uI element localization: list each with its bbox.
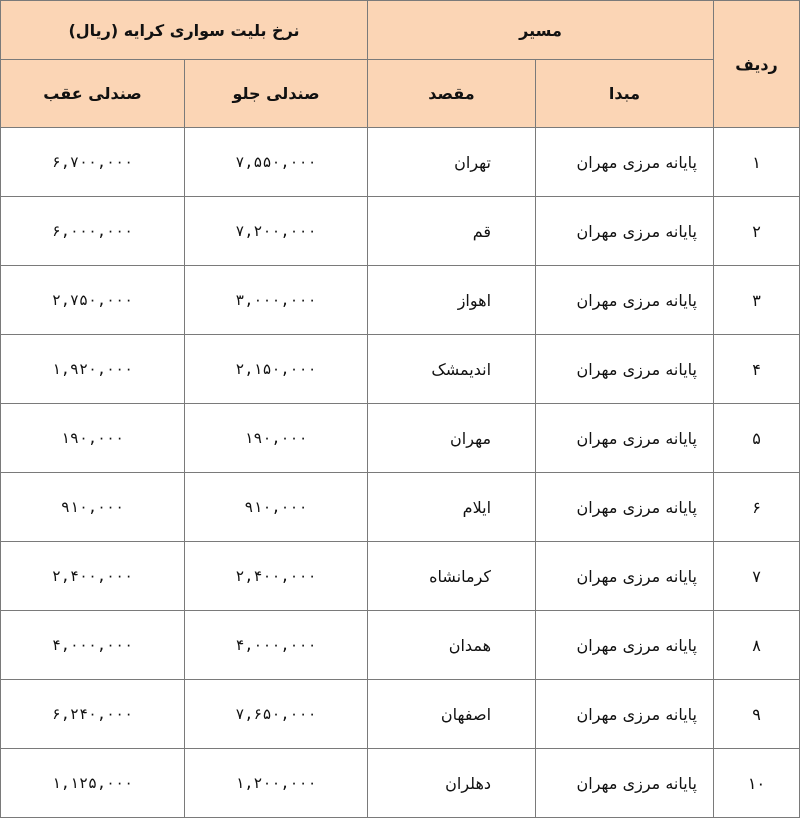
back-seat-fare-cell: ۱,۹۲۰,۰۰۰	[1, 335, 185, 404]
destination-cell: اندیمشک	[368, 335, 536, 404]
front-seat-fare-cell: ۷,۵۵۰,۰۰۰	[185, 128, 368, 197]
back-seat-fare-cell: ۶,۲۴۰,۰۰۰	[1, 680, 185, 749]
destination-cell: قم	[368, 197, 536, 266]
back-seat-fare-cell: ۲,۴۰۰,۰۰۰	[1, 542, 185, 611]
origin-cell: پایانه مرزی مهران	[536, 542, 714, 611]
front-seat-fare-cell: ۱۹۰,۰۰۰	[185, 404, 368, 473]
front-seat-fare-cell: ۷,۶۵۰,۰۰۰	[185, 680, 368, 749]
fare-header: نرخ بلیت سواری کرایه (ریال)	[1, 1, 368, 60]
header-row-sub	[1, 60, 800, 128]
back-seat-fare-cell: ۴,۰۰۰,۰۰۰	[1, 611, 185, 680]
row-number-cell: ۳	[714, 266, 800, 335]
destination-cell: تهران	[368, 128, 536, 197]
origin-cell: پایانه مرزی مهران	[536, 197, 714, 266]
destination-header: مقصد	[368, 60, 536, 128]
origin-header: مبدا	[536, 60, 714, 128]
row-number-cell: ۹	[714, 680, 800, 749]
front-seat-fare-cell: ۴,۰۰۰,۰۰۰	[185, 611, 368, 680]
front-seat-fare-cell: ۷,۲۰۰,۰۰۰	[185, 197, 368, 266]
origin-cell: پایانه مرزی مهران	[536, 404, 714, 473]
origin-cell: پایانه مرزی مهران	[536, 335, 714, 404]
destination-cell: اصفهان	[368, 680, 536, 749]
row-number-cell: ۲	[714, 197, 800, 266]
back-seat-fare-cell: ۶,۷۰۰,۰۰۰	[1, 128, 185, 197]
destination-cell: دهلران	[368, 749, 536, 818]
fare-table-body	[1, 128, 800, 818]
table-row	[1, 197, 800, 266]
table-row	[1, 749, 800, 818]
row-number-cell: ۸	[714, 611, 800, 680]
origin-cell: پایانه مرزی مهران	[536, 266, 714, 335]
front-seat-fare-cell: ۲,۱۵۰,۰۰۰	[185, 335, 368, 404]
back-seat-fare-cell: ۲,۷۵۰,۰۰۰	[1, 266, 185, 335]
front-seat-fare-cell: ۲,۴۰۰,۰۰۰	[185, 542, 368, 611]
destination-cell: ایلام	[368, 473, 536, 542]
header-row-top	[1, 1, 800, 60]
table-row	[1, 266, 800, 335]
origin-cell: پایانه مرزی مهران	[536, 473, 714, 542]
front-seat-fare-cell: ۹۱۰,۰۰۰	[185, 473, 368, 542]
origin-cell: پایانه مرزی مهران	[536, 611, 714, 680]
back-seat-fare-cell: ۹۱۰,۰۰۰	[1, 473, 185, 542]
row-number-cell: ۱۰	[714, 749, 800, 818]
destination-cell: کرمانشاه	[368, 542, 536, 611]
table-row	[1, 680, 800, 749]
table-row	[1, 404, 800, 473]
row-number-cell: ۵	[714, 404, 800, 473]
destination-cell: اهواز	[368, 266, 536, 335]
table-row	[1, 473, 800, 542]
front-seat-header: صندلی جلو	[185, 60, 368, 128]
back-seat-fare-cell: ۱۹۰,۰۰۰	[1, 404, 185, 473]
row-number-cell: ۷	[714, 542, 800, 611]
origin-cell: پایانه مرزی مهران	[536, 680, 714, 749]
back-seat-fare-cell: ۶,۰۰۰,۰۰۰	[1, 197, 185, 266]
table-row	[1, 335, 800, 404]
destination-cell: مهران	[368, 404, 536, 473]
table-row	[1, 128, 800, 197]
origin-cell: پایانه مرزی مهران	[536, 128, 714, 197]
front-seat-fare-cell: ۱,۲۰۰,۰۰۰	[185, 749, 368, 818]
table-row	[1, 542, 800, 611]
row-number-cell: ۴	[714, 335, 800, 404]
back-seat-header: صندلی عقب	[1, 60, 185, 128]
front-seat-fare-cell: ۳,۰۰۰,۰۰۰	[185, 266, 368, 335]
row-number-header: ردیف	[714, 1, 800, 128]
origin-cell: پایانه مرزی مهران	[536, 749, 714, 818]
back-seat-fare-cell: ۱,۱۲۵,۰۰۰	[1, 749, 185, 818]
row-number-cell: ۶	[714, 473, 800, 542]
table-row	[1, 611, 800, 680]
destination-cell: همدان	[368, 611, 536, 680]
route-header: مسیر	[368, 1, 714, 60]
row-number-cell: ۱	[714, 128, 800, 197]
